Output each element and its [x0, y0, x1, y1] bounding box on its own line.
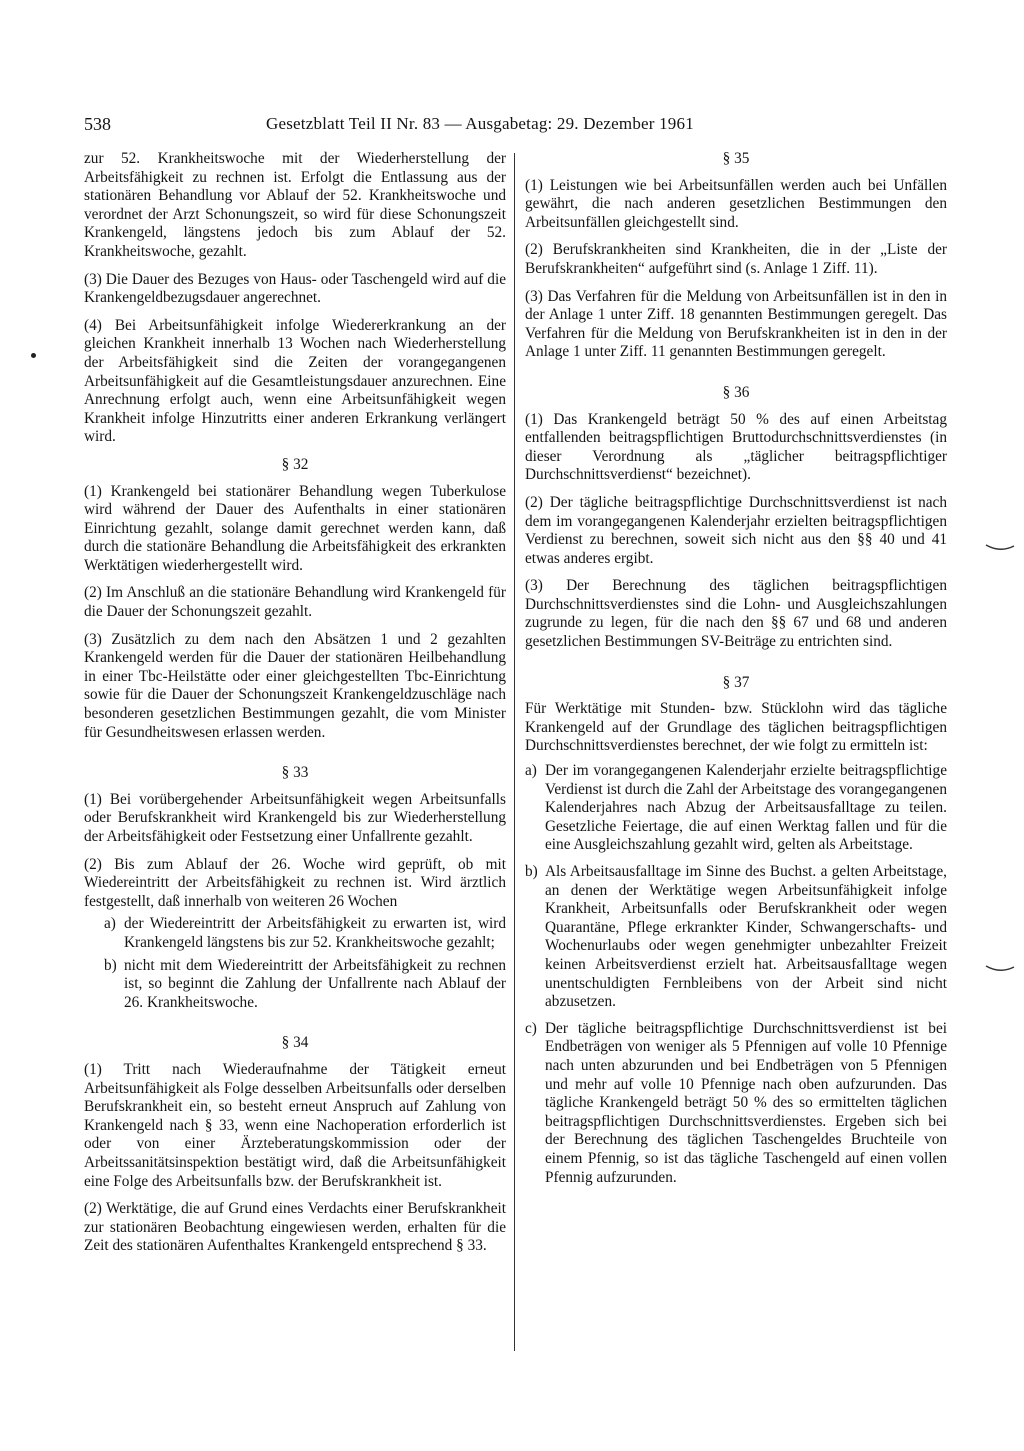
paragraph: (1) Krankengeld bei stationärer Behandlung wegen Tuberkulose wird während der Dauer des Aufenthalts in einer stationären Einrichtung gezahlt, solange damit gerechnet werden kann, daß durch die stationäre Behandlung die Arbeitsfähigkeit des erkrankten Werktätigen wiederhergestellt wird.: [84, 482, 506, 574]
section-heading: § 35: [722, 150, 750, 167]
list-item-label: a): [104, 915, 116, 933]
paragraph: (1) Bei vorübergehender Arbeitsunfähigkeit wegen Arbeitsunfalls oder Berufskrankheit wird Krankengeld bis zur Wiederherstellung der Arbeitsfähigkeit oder Festsetzung einer Unfallrente gezahlt.: [84, 790, 506, 845]
column-divider: [514, 153, 515, 1351]
list-item: [525, 762, 947, 855]
paragraph: (2) Werktätige, die auf Grund eines Verdachts einer Berufskrankheit zur stationären Beobachtung eingewiesen werden, erhalten für die Zeit des stationären Aufenthaltes Krankengeld entsprechend § 33.: [84, 1200, 506, 1255]
paragraph: (3) Zusätzlich zu dem nach den Absätzen 1 und 2 gezahlten Krankengeld werden für die Dauer der stationären Heilbehandlung in einer Tbc-Heilstätte oder einer gleichgestellten Tbc-Einrichtung sowie für die Dauer der Schonungszeit Krankengeldzuschläge nach besonderen gesetzlichen Bestimmungen gezahlt, die vom Minister für Gesundheitswesen erlassen werden.: [84, 630, 506, 741]
paragraph: (1) Leistungen wie bei Arbeitsunfällen werden auch bei Unfällen gewährt, die nach anderen gesetzlichen Bestimmungen den Arbeitsunfällen gleichgestellt sind.: [525, 176, 947, 231]
list-item-text: der Wiedereintritt der Arbeitsfähigkeit zu erwarten ist, wird Krankengeld längstens bis zur 52. Krankheitswoche gezahlt;: [124, 915, 506, 951]
list-item-text: Als Arbeitsausfalltage im Sinne des Buchst. a gelten Arbeitstage, an denen der Werktätige wegen Arbeitsunfähigkeit infolge Krankheit, Arbeitsunfalls oder Berufskrankheit oder wegen Quarantäne, Pflege erkrankter Kinder, Schwangerschafts- und Wochenurlaubs oder wegen genehmigter unbezahlter Freizeit keinen Arbeitsverdienst erzielt hat. Arbeitsausfalltage wegen unentschuldigten Fernbleibens von der Arbeit sind nicht abzusetzen.: [545, 863, 947, 1011]
page-header-title: Gesetzblatt Teil II Nr. 83 — Ausgabetag: 29. Dezember 1961: [266, 114, 694, 133]
list-item-label: a): [525, 762, 537, 780]
list-item: [104, 915, 506, 952]
right-column: [525, 150, 947, 1191]
paragraph: (2) Im Anschluß an die stationäre Behandlung wird Krankengeld für die Dauer der Schonungszeit gezahlt.: [84, 584, 506, 621]
page-number: 538: [84, 114, 111, 134]
left-column: [84, 150, 506, 1265]
section-heading: § 33: [281, 764, 309, 782]
section-heading: § 36: [722, 383, 750, 401]
margin-mark: [985, 543, 1015, 553]
paragraph: (3) Das Verfahren für die Meldung von Arbeitsunfällen ist in den in der Anlage 1 unter Ziff. 18 genannten Bestimmungen geregelt. Das Verfahren für die Meldung von Berufskrankheiten ist in den in der Anlage 1 unter Ziff. 11 genannten Bestimmungen geregelt.: [525, 287, 947, 361]
margin-mark: [985, 964, 1015, 974]
paragraph: (3) Der Berechnung des täglichen beitragspflichtigen Durchschnittsverdienstes sind die Lohn- und Ausgleichszahlungen zugrunde zu legen, für die nach den §§ 67 und 68 und anderen gesetzlichen Bestimmungen SV-Beiträge zu entrichten sind.: [525, 577, 947, 651]
list-item-text: Der im vorangegangenen Kalenderjahr erzielte beitragspflichtige Verdienst ist durch die Zahl der Arbeitstage des vorangegangenen Kalenderjahres nach Abzug der Arbeitsausfalltage zu teilen. Gesetzliche Feiertage, die auf einen Werktag fallen und für die eine Ausgleichszahlung gezahlt wird, gelten als Arbeitstage.: [545, 762, 947, 854]
paragraph: (4) Bei Arbeitsunfähigkeit infolge Wiedererkrankung an der gleichen Krankheit innerhalb 13 Wochen nach Wiederherstellung der Arbeitsfähigkeit sind die Zeiten der vorangegangenen Arbeitsunfähigkeit auf die Gesamtleistungsdauer anzurechnen. Eine Anrechnung erfolgt auch, wenn eine Arbeitsunfähigkeit wegen Krankheit infolge Hinzutritts einer anderen Erkrankung verlängert wird.: [84, 316, 506, 446]
paragraph: (3) Die Dauer des Bezuges von Haus- oder Taschengeld wird auf die Krankengeldbezugsdauer angerechnet.: [84, 270, 506, 307]
margin-dot: [31, 353, 36, 358]
paragraph: (2) Der tägliche beitragspflichtige Durchschnittsverdienst ist nach dem im vorangegangenen Kalenderjahr erzielten beitragspflichtigen Verdienst zu berechnen, soweit sich nicht aus den §§ 40 und 41 etwas anderes ergibt.: [525, 493, 947, 567]
list-item-text: Der tägliche beitragspflichtige Durchschnittsverdienst ist bei Endbeträgen von weniger als 5 Pfennigen auf volle 10 Pfennige nach unten abzurunden und bei Endbeträgen von 5 Pfennigen und mehr auf volle 10 Pfennige nach oben aufzurunden. Das tägliche Krankengeld beträgt 50 % des so ermittelten täglichen beitragspflichtigen Durchschnittsverdienstes. Ergeben sich bei der Berechnung des täglichen Taschengeldes Bruchteile von einem Pfennig, so ist das tägliche Taschengeld auf einen vollen Pfennig aufzurunden.: [545, 1019, 947, 1186]
paragraph: (2) Bis zum Ablauf der 26. Woche wird geprüft, ob mit Wiedereintritt der Arbeitsfähigkeit zu rechnen ist. Wird ärztlich festgestellt, daß innerhalb von weiteren 26 Wochen: [84, 855, 506, 910]
page-header: [84, 114, 784, 140]
list-item: [525, 1020, 947, 1187]
paragraph: zur 52. Krankheitswoche mit der Wiederherstellung der Arbeitsfähigkeit zu rechnen ist. Erfolgt die Entlassung aus der stationären Behandlung vor Ablauf der 52. Krankheitswoche und verordnet der Arzt Schonungszeit, so wird für diese Schonungszeit Krankengeld, längstens jedoch bis zum Ablauf der 52. Krankheitswoche, gezahlt.: [84, 150, 506, 260]
section-heading: § 34: [281, 1034, 309, 1052]
section-heading: § 32: [281, 455, 309, 473]
paragraph: (1) Das Krankengeld beträgt 50 % des auf einen Arbeitstag entfallenden beitragspflichtigen Bruttodurchschnittsverdienstes (in dieser Verordnung als „täglicher beitragspflichtiger Durchschnittsverdienst“ bezeichnet).: [525, 410, 947, 484]
paragraph: (2) Berufskrankheiten sind Krankheiten, die in der „Liste der Berufskrankheiten“ aufgeführt sind (s. Anlage 1 Ziff. 11).: [525, 241, 947, 277]
paragraph: Für Werktätige mit Stunden- bzw. Stücklohn wird das tägliche Krankengeld auf der Grundlage des täglichen beitragspflichtigen Durchschnittsverdienstes berechnet, der wie folgt zu ermitteln ist:: [525, 700, 947, 755]
list-item-label: b): [525, 863, 538, 880]
list-item: [104, 957, 506, 1013]
list-item-label: c): [525, 1019, 537, 1037]
list-item: [525, 863, 947, 1012]
list-item-label: b): [104, 956, 117, 974]
section-heading: § 37: [722, 673, 750, 691]
list-item-text: nicht mit dem Wiedereintritt der Arbeitsfähigkeit zu rechnen ist, so beginnt die Zahlung der Unfallrente nach Ablauf der 26. Krankheitswoche.: [124, 956, 506, 1011]
paragraph: (1) Tritt nach Wiederaufnahme der Tätigkeit erneut Arbeitsunfähigkeit als Folge desselben Arbeitsunfalls oder derselben Berufskrankheit ein, so besteht erneut Anspruch auf Zahlung von Krankengeld nach § 33, wenn eine Nachoperation erforderlich ist oder von einer Ärzteberatungskommission oder der Arbeitssanitätsinspektion bestätigt wird, daß die Arbeitsunfähigkeit eine Folge des Arbeitsunfalls bzw. der Berufskrankheit ist.: [84, 1060, 506, 1190]
